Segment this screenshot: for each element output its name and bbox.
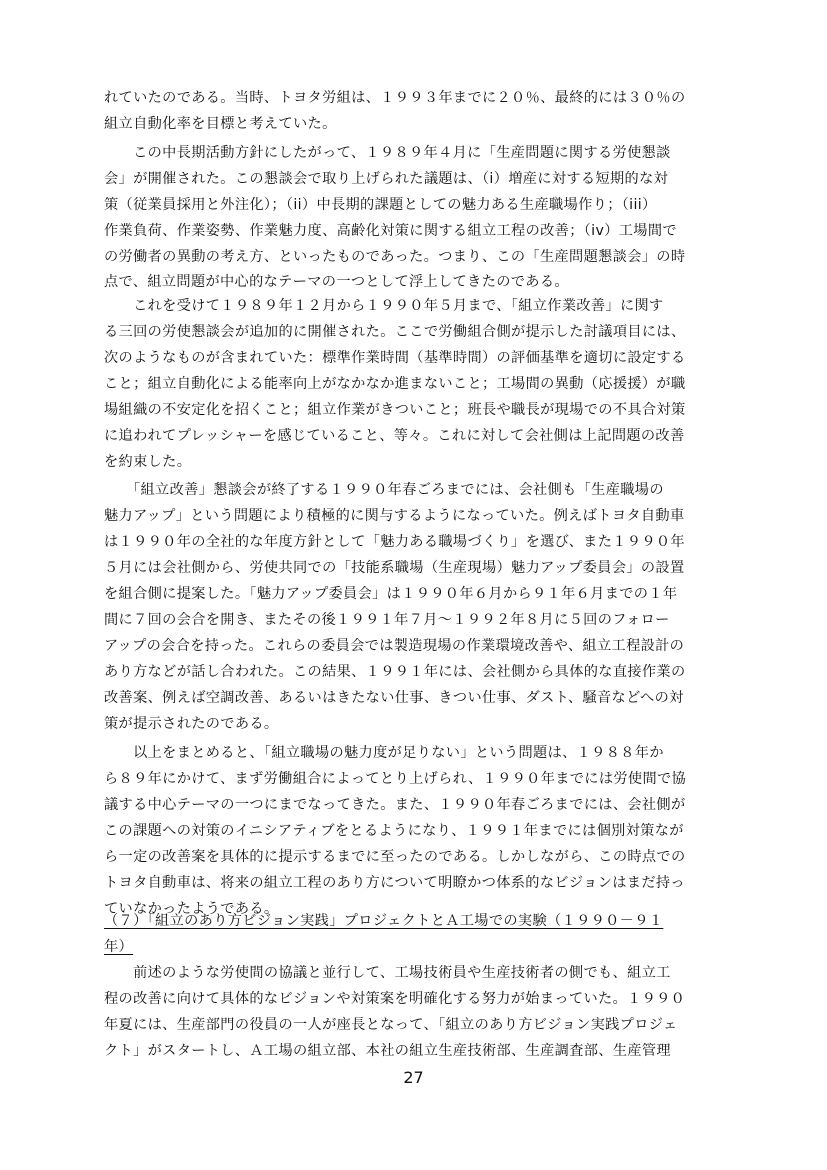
body-line: 会」が開催された。この懇談会で取り上げられた議題は、（i）増産に対する短期的な対 bbox=[104, 171, 669, 187]
body-line: この中長期活動方針にしたがって、１９８９年４月に「生産問題に関する労使懇談 bbox=[104, 145, 671, 161]
body-line: 策（従業員採用と外注化）；（ii）中長期的課題としての魅力ある生産職場作り；（iii） bbox=[104, 197, 657, 213]
page-number: 27 bbox=[403, 1068, 424, 1087]
body-line: ５月には会社側から、労使共同での「技能系職場（生産現場）魅力アップ委員会」の設置 bbox=[104, 560, 685, 576]
body-line: 次のようなものが含まれていた：標準作業時間（基準時間）の評価基準を適切に設定する bbox=[104, 350, 686, 366]
body-line: ら８９年にかけて、まず労働組合によってとり上げられ、１９９０年までには労使間で協 bbox=[104, 771, 687, 787]
body-line: ていなかったようである。 bbox=[104, 901, 279, 917]
body-line: これを受けて１９８９年１２月から１９９０年５月まで、「組立作業改善」に関す bbox=[104, 298, 664, 314]
body-line: クト」がスタートし、Ａ工場の組立部、本社の組立生産技術部、生産調査部、生産管理 bbox=[104, 1043, 671, 1059]
body-line: を約束した。 bbox=[104, 454, 192, 470]
body-line: アップの会合を持った。これらの委員会では製造現場の作業環境改善や、組立工程設計の bbox=[104, 638, 685, 654]
body-line: 改善案、例えば空調改善、あるいはきたない仕事、きつい仕事、ダスト、騒音などへの対 bbox=[104, 690, 684, 706]
section-heading: 年） bbox=[104, 939, 134, 955]
body-line: 以上をまとめると、「組立職場の魅力度が足りない」という問題は、１９８８年か bbox=[104, 745, 664, 761]
body-line: 場組織の不安定化を招くこと；組立作業がきついこと；班長や職長が現場での不具合対策 bbox=[104, 402, 686, 418]
body-line: 間に７回の会合を開き、またその後１９９１年７月～１９９２年８月に５回のフォロー bbox=[104, 612, 670, 628]
body-line: 前述のような労使間の協議と並行して、工場技術員や生産技術者の側でも、組立工 bbox=[104, 965, 671, 981]
body-line: あり方などが話し合われた。この結果、１９９１年には、会社側から具体的な直接作業の bbox=[104, 664, 686, 680]
body-line: 点で、組立問題が中心的なテーマの一つとして浮上してきたのである。 bbox=[104, 274, 569, 290]
body-line: 年夏には、生産部門の役員の一人が座長となって、「組立のあり方ビジョン実践プロジェ bbox=[104, 1017, 678, 1033]
body-line: 作業負荷、作業姿勢、作業魅力度、高齢化対策に関する組立工程の改善；（iv）工場間で bbox=[104, 223, 677, 239]
body-line: トヨタ自動車は、将来の組立工程のあり方について明瞭かつ体系的なビジョンはまだ持っ bbox=[104, 875, 685, 891]
body-line: この課題への対策のイニシアティブをとるようになり、１９９１年までには個別対策なが bbox=[104, 823, 684, 839]
body-line: 「組立改善」懇談会が終了する１９９０年春ごろまでには、会社側も「生産職場の bbox=[104, 482, 664, 498]
body-line: こと；組立自動化による能率向上がなかなか進まないこと；工場間の異動（応援援）が職 bbox=[104, 376, 686, 392]
body-line: の労働者の異動の考え方、といったものであった。つまり、この「生産問題懇談会」の時 bbox=[104, 249, 686, 265]
body-line: に追われてプレッシャーを感じていること、等々。これに対して会社側は上記問題の改善 bbox=[104, 428, 685, 444]
section-heading: （７）「組立のあり方ビジョン実践」プロジェクトとＡ工場での実験（１９９０－９１ bbox=[104, 913, 664, 929]
body-line: 議する中心テーマの一つにまでなってきた。また、１９９０年春ごろまでには、会社側が bbox=[104, 797, 686, 813]
body-line: れていたのである。当時、トヨタ労組は、１９９３年までに２０％、最終的には３０％の bbox=[104, 90, 686, 106]
body-line: 組立自動化率を目標と考えていた。 bbox=[104, 116, 337, 132]
body-line: る三回の労使懇談会が追加的に開催された。ここで労働組合側が提示した討議項目には、 bbox=[104, 324, 686, 340]
body-line: は１９９０年の全社的な年度方針として「魅力ある職場づくり」を選び、また１９９０年 bbox=[104, 534, 685, 550]
body-line: 策が提示されたのである。 bbox=[104, 716, 279, 732]
body-line: ら一定の改善案を具体的に提示するまでに至ったのである。しかしながら、この時点での bbox=[104, 849, 686, 865]
body-line: を組合側に提案した。「魅力アップ委員会」は１９９０年６月から９１年６月までの１年 bbox=[104, 586, 678, 602]
body-line: 魅力アップ」という問題により積極的に関与するようになっていた。例えばトヨタ自動車 bbox=[104, 508, 685, 524]
body-line: 程の改善に向けて具体的なビジョンや対策案を明確化する努力が始まっていた。１９９０ bbox=[104, 991, 686, 1007]
